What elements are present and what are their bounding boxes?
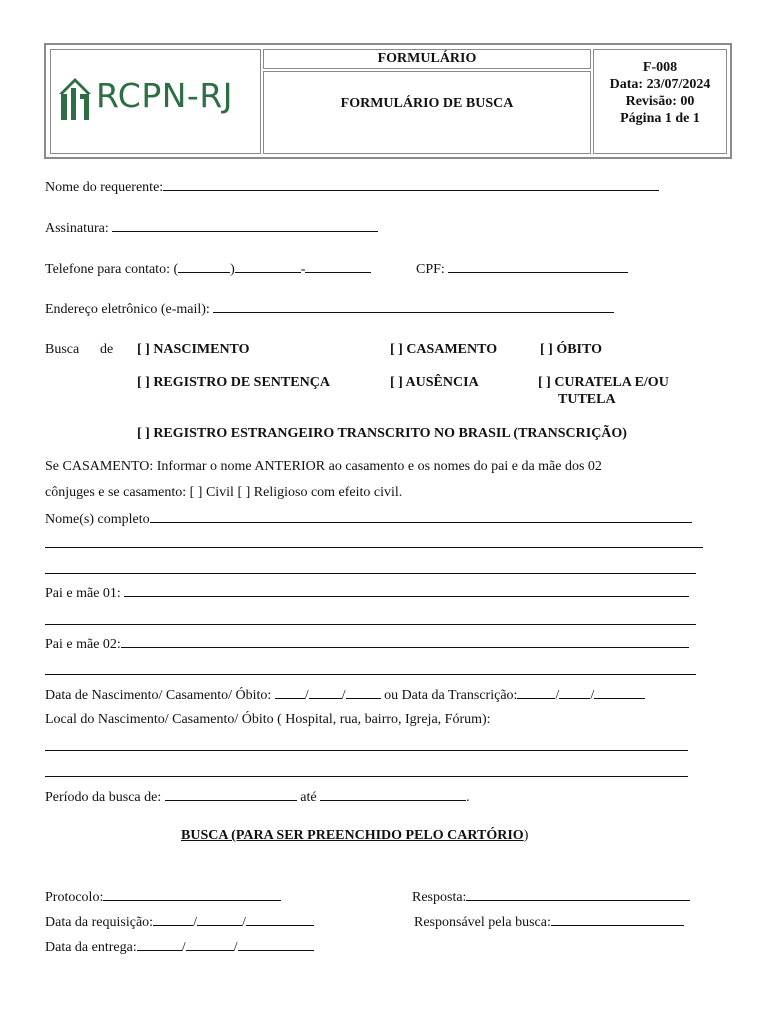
delivery-date-label: Data da entrega:	[45, 940, 137, 955]
option-obito[interactable]: [ ] ÓBITO	[540, 342, 602, 357]
email-label: Endereço eletrônico (e-mail):	[45, 302, 210, 317]
request-day-field[interactable]	[153, 913, 193, 926]
transcription-date-slash-2: /	[590, 688, 595, 703]
full-names-line-3[interactable]	[45, 573, 696, 574]
responsible-field[interactable]	[551, 913, 684, 926]
responsible-row	[414, 913, 684, 931]
parents-01-field[interactable]	[124, 584, 689, 597]
cpf-field[interactable]	[448, 260, 628, 273]
full-names-label: Nome(s) completo	[45, 512, 150, 527]
search-label-busca: Busca	[45, 342, 80, 357]
transcription-year-field[interactable]	[594, 686, 645, 699]
full-names-row	[45, 510, 692, 528]
office-section-title-close: )	[523, 828, 529, 843]
phone-dash: -	[300, 262, 306, 277]
transcription-date-slash-1: /	[555, 688, 560, 703]
event-date-label: Data de Nascimento/ Casamento/ Óbito:	[45, 688, 272, 703]
delivery-date-row	[45, 938, 314, 956]
cpf-row	[416, 260, 628, 278]
period-end: .	[466, 790, 470, 805]
form-title-cell	[263, 71, 591, 154]
phone-area-code-field[interactable]	[178, 260, 230, 273]
response-field[interactable]	[466, 888, 690, 901]
delivery-date-slash-2: /	[233, 940, 238, 955]
event-date-slash-2: /	[341, 688, 346, 703]
delivery-month-field[interactable]	[186, 938, 234, 951]
form-revision: Revisão: 00	[625, 94, 695, 109]
location-line-2[interactable]	[45, 776, 688, 777]
period-from-label: Período da busca de:	[45, 790, 162, 805]
request-date-label: Data da requisição:	[45, 915, 154, 930]
transcription-month-field[interactable]	[559, 686, 590, 699]
office-section-title-text: BUSCA (PARA SER PREENCHIDO PELO CARTÓRIO	[181, 828, 524, 843]
search-label-de: de	[100, 342, 114, 357]
parents-02-field[interactable]	[121, 635, 689, 648]
form-code: F-008	[642, 60, 678, 75]
option-ausencia[interactable]: [ ] AUSÊNCIA	[390, 375, 479, 390]
transcription-date-label: ou Data da Transcrição:	[384, 688, 518, 703]
option-casamento[interactable]: [ ] CASAMENTO	[390, 342, 498, 357]
response-label: Resposta:	[412, 890, 467, 905]
event-month-field[interactable]	[309, 686, 342, 699]
protocol-field[interactable]	[103, 888, 281, 901]
full-names-field[interactable]	[150, 510, 692, 523]
protocol-label: Protocolo:	[45, 890, 104, 905]
parents-01-label: Pai e mãe 01:	[45, 586, 121, 601]
email-field[interactable]	[213, 300, 614, 313]
office-section-title	[181, 828, 528, 844]
transcription-day-field[interactable]	[517, 686, 555, 699]
form-label: FORMULÁRIO	[377, 51, 477, 66]
option-curatela[interactable]: [ ] CURATELA E/OU	[538, 375, 669, 390]
delivery-year-field[interactable]	[238, 938, 314, 951]
option-registro-estrangeiro[interactable]: [ ] REGISTRO ESTRANGEIRO TRANSCRITO NO BRASIL (TRANSCRIÇÃO)	[137, 426, 627, 441]
option-curatela-line2: TUTELA	[558, 392, 616, 407]
location-label: Local do Nascimento/ Casamento/ Óbito ( Hospital, rua, bairro, Igreja, Fórum):	[45, 712, 491, 727]
email-row	[45, 300, 614, 318]
request-month-field[interactable]	[197, 913, 242, 926]
period-row	[45, 788, 470, 806]
signature-label: Assinatura:	[45, 221, 109, 236]
request-date-row	[45, 913, 314, 931]
event-date-slash-1: /	[304, 688, 309, 703]
phone-label: Telefone para contato: (	[45, 262, 179, 277]
event-year-field[interactable]	[346, 686, 381, 699]
parents-02-row	[45, 635, 689, 653]
option-registro-sentenca[interactable]: [ ] REGISTRO DE SENTENÇA	[137, 375, 330, 390]
period-from-field[interactable]	[165, 788, 297, 801]
parents-02-label: Pai e mãe 02:	[45, 637, 121, 652]
phone-paren-close: )	[230, 262, 235, 277]
option-nascimento[interactable]: [ ] NASCIMENTO	[137, 342, 250, 357]
form-page: Página 1 de 1	[620, 111, 700, 126]
request-year-field[interactable]	[246, 913, 314, 926]
event-day-field[interactable]	[275, 686, 305, 699]
logo-text: RCPN-RJ	[96, 76, 233, 115]
delivery-day-field[interactable]	[137, 938, 182, 951]
cpf-label: CPF:	[416, 262, 445, 277]
requester-label: Nome do requerente:	[45, 180, 164, 195]
form-date: Data: 23/07/2024	[609, 77, 711, 92]
form-title: FORMULÁRIO DE BUSCA	[340, 96, 514, 111]
requester-name-field[interactable]	[163, 178, 659, 191]
delivery-date-slash-1: /	[181, 940, 186, 955]
marriage-info-line2[interactable]: cônjuges e se casamento: [ ] Civil [ ] Religioso com efeito civil.	[45, 485, 403, 500]
request-date-slash-1: /	[193, 915, 197, 930]
phone-prefix-field[interactable]	[235, 260, 301, 273]
responsible-label: Responsável pela busca:	[414, 915, 551, 930]
period-to-label: até	[300, 790, 317, 805]
house-logo-icon	[57, 74, 93, 122]
event-date-row	[45, 686, 645, 704]
response-row	[412, 888, 690, 906]
signature-row	[45, 219, 378, 237]
parents-02-line-2[interactable]	[45, 674, 696, 675]
protocol-row	[45, 888, 281, 906]
parents-01-line-2[interactable]	[45, 624, 696, 625]
period-to-field[interactable]	[320, 788, 466, 801]
parents-01-row	[45, 584, 689, 602]
phone-row	[45, 260, 371, 278]
signature-field[interactable]	[112, 219, 378, 232]
requester-row	[45, 178, 659, 196]
full-names-line-2[interactable]	[45, 547, 703, 548]
marriage-info-line1: Se CASAMENTO: Informar o nome ANTERIOR ao casamento e os nomes do pai e da mãe dos 02	[45, 459, 602, 474]
request-date-slash-2: /	[241, 915, 246, 930]
location-line-1[interactable]	[45, 750, 688, 751]
phone-suffix-field[interactable]	[305, 260, 371, 273]
